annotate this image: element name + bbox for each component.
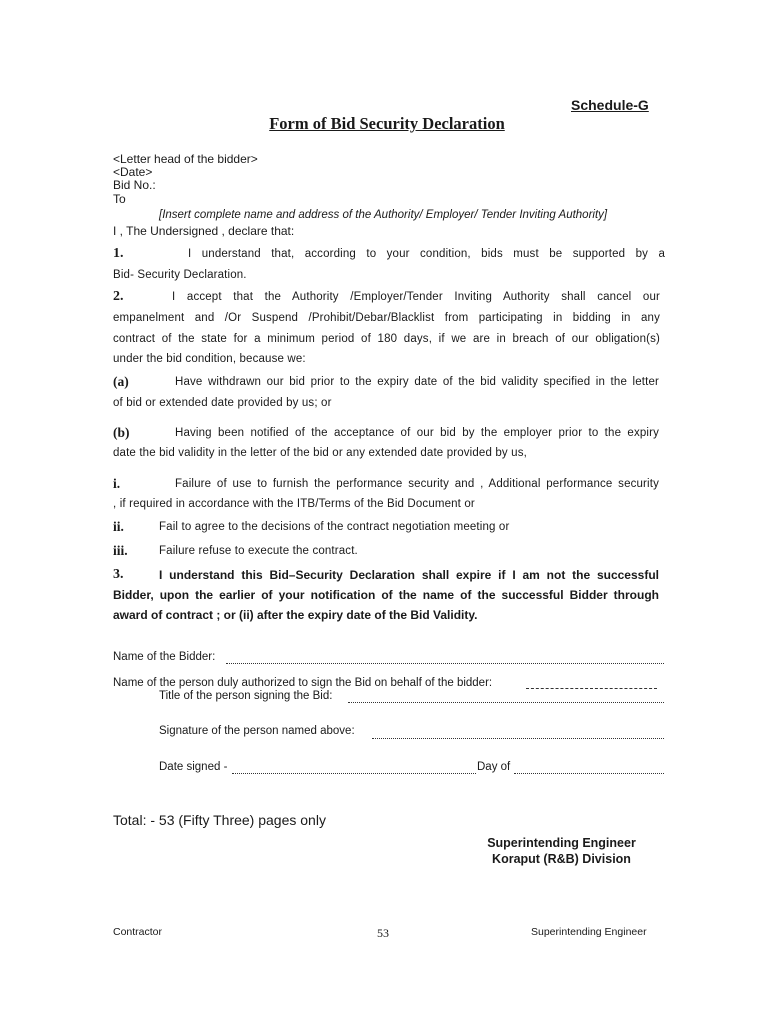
- form-title: Form of Bid Security Declaration: [269, 114, 505, 133]
- authorized-label: Name of the person duly authorized to sign the Bid on behalf of the bidder:: [113, 677, 493, 689]
- schedule-label: Schedule-G: [571, 97, 649, 113]
- para-ii-number: ii.: [113, 519, 124, 534]
- para-i-number: i.: [113, 476, 121, 491]
- para-b-line: date the bid validity in the letter of the bid or any extended date provided by us,: [113, 447, 527, 459]
- para-2-line: empanelment and /Or Suspend /Prohibit/Debar/Blacklist from participating in bidding in any: [113, 312, 660, 324]
- para-2-line: under the bid condition, because we:: [113, 353, 306, 365]
- para-2-number: 2.: [113, 289, 124, 304]
- para-iii-number: iii.: [113, 543, 128, 558]
- para-3-line: I understand this Bid–Security Declaration shall expire if I am not the successful: [159, 568, 659, 582]
- signatory-title: Superintending Engineer: [487, 836, 636, 850]
- signature-line: [372, 726, 664, 739]
- authorized-line: [526, 677, 657, 689]
- bidder-name-line: [226, 651, 664, 664]
- para-iii-line: Failure refuse to execute the contract.: [159, 545, 358, 557]
- bidder-name-label: Name of the Bidder:: [113, 651, 216, 663]
- total-pages: Total: - 53 (Fifty Three) pages only: [113, 812, 326, 828]
- footer-engineer: Superintending Engineer: [531, 926, 647, 938]
- para-i-line: , if required in accordance with the ITB/Terms of the Bid Document or: [113, 498, 475, 510]
- para-3-line: Bidder, upon the earlier of your notification of the name of the successful Bidder through: [113, 588, 659, 602]
- para-3-number: 3.: [113, 567, 124, 582]
- date-signed-label: Date signed -: [159, 761, 228, 773]
- bid-no-line: Bid No.:: [113, 178, 156, 192]
- day-of-line: [514, 761, 664, 774]
- para-b-line: Having been notified of the acceptance of our bid by the employer prior to the expiry: [175, 427, 659, 439]
- para-2-line: contract of the state for a minimum period of 180 days, if we are in breach of our obligation(s): [113, 333, 660, 345]
- para-1-number: 1.: [113, 246, 124, 261]
- para-a-line: of bid or extended date provided by us; or: [113, 397, 332, 409]
- para-ii-line: Fail to agree to the decisions of the contract negotiation meeting or: [159, 521, 510, 533]
- to-line: To: [113, 192, 126, 206]
- signature-label: Signature of the person named above:: [159, 725, 355, 737]
- date-line: <Date>: [113, 165, 153, 179]
- para-i-line: Failure of use to furnish the performance security and , Additional performance security: [175, 478, 659, 490]
- insert-note: [Insert complete name and address of the Authority/ Employer/ Tender Inviting Authority]: [159, 209, 608, 221]
- para-a-number: (a): [113, 374, 129, 389]
- para-a-line: Have withdrawn our bid prior to the expiry date of the bid validity specified in the letter: [175, 376, 659, 388]
- para-3-line: award of contract ; or (ii) after the expiry date of the Bid Validity.: [113, 608, 478, 622]
- signatory-division: Koraput (R&B) Division: [492, 852, 631, 866]
- footer-page-number: 53: [377, 926, 389, 940]
- letterhead-line: <Letter head of the bidder>: [113, 152, 258, 166]
- day-of-label: Day of: [477, 761, 511, 773]
- intro-line: I , The Undersigned , declare that:: [113, 224, 295, 238]
- date-signed-line: [232, 761, 476, 774]
- footer-contractor: Contractor: [113, 926, 163, 938]
- title-signing-line: [348, 690, 664, 703]
- para-2-line: I accept that the Authority /Employer/Tender Inviting Authority shall cancel our: [172, 291, 660, 303]
- title-signing-label: Title of the person signing the Bid:: [159, 690, 333, 702]
- para-b-number: (b): [113, 425, 130, 440]
- para-1-line: Bid- Security Declaration.: [113, 269, 247, 281]
- para-1-line: I understand that, according to your condition, bids must be supported by a: [188, 248, 665, 260]
